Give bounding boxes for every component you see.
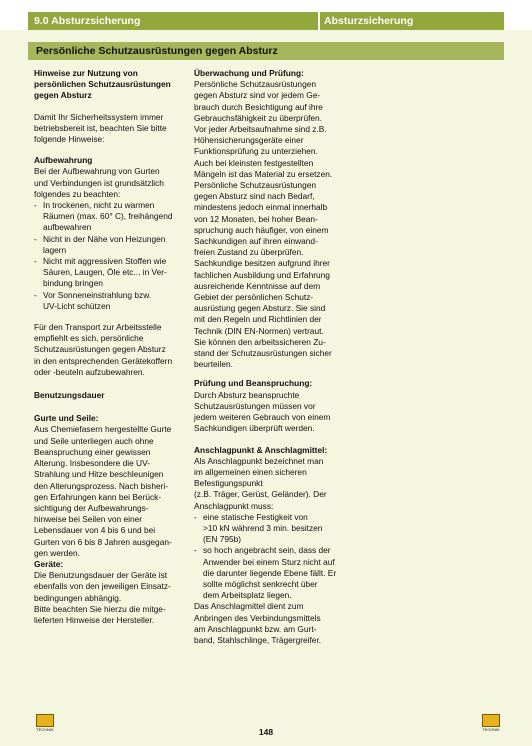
storage-bullet	[34, 234, 176, 256]
column-left	[34, 68, 176, 626]
belts-ropes-text: Strahlung und Hitze beschleunigen	[34, 469, 164, 480]
heading-devices: Geräte:	[34, 558, 64, 569]
heading-storage: Aufbewahrung	[34, 155, 93, 166]
bullet-dash-icon: -	[34, 200, 37, 211]
bullet-line: die darunter liegende Ebene fällt. Er	[203, 567, 337, 578]
storage-text: Bei der Aufbewahrung von Gurten	[34, 166, 160, 177]
bullet-line: Säuren, Laugen, Öle etc... in Ver-	[43, 267, 167, 278]
spacer	[34, 102, 176, 112]
storage-bullet	[34, 256, 176, 290]
bullet-dash-icon: -	[34, 233, 37, 244]
inspection-text: beurteilen.	[194, 359, 233, 370]
bullet-line: sollte möglichst senkrecht über	[203, 578, 318, 589]
bullet-line: eine statische Festigkeit von	[203, 511, 308, 522]
bullet-line: bindung bringen	[43, 278, 103, 289]
bullet-line: Räumen (max. 60° C), freihängend	[43, 211, 173, 222]
heading-belts-ropes: Gurte und Seile:	[34, 413, 99, 424]
spacer	[34, 312, 176, 322]
bullet-text	[43, 290, 176, 312]
page-title: Persönliche Schutzausrüstungen gegen Absturz	[28, 42, 504, 60]
inspection-text: ausrüstung gegen Absturz. Sie sind	[194, 303, 326, 314]
anchor-point-text: (z.B. Träger, Gerüst, Geländer). Der	[194, 489, 327, 500]
bullet-dash-icon: -	[34, 289, 37, 300]
section-header: 9.0 Absturzsicherung	[28, 12, 318, 30]
bullet-line: Vor Sonneneinstrahlung bzw.	[43, 289, 152, 300]
logo-mark-icon	[36, 714, 54, 727]
transport-text: in den entsprechenden Gerätekoffern	[34, 355, 173, 366]
anchor-point-text: Befestigungspunkt	[194, 478, 263, 489]
anchor-device-text: Anbringen des Verbindungsmittels	[194, 612, 321, 623]
heading-anchor-point: Anschlagpunkt & Anschlagmittel:	[194, 444, 328, 455]
bullet-line: >10 kN während 3 min. besitzen	[203, 522, 323, 533]
belts-ropes-text: Aus Chemiefasern hergestellte Gurte	[34, 424, 172, 435]
belts-ropes-text: sichtigung der Aufbewahrungs-	[34, 502, 149, 513]
anchor-point-bullet	[194, 512, 344, 546]
testing-load-text: jedem weiteren Gebrauch von einem	[194, 412, 331, 423]
anchor-point-text: Anschlagpunkt muss:	[194, 500, 274, 511]
bullet-text	[43, 234, 176, 256]
transport-text: empfiehlt es sich, persönliche	[34, 333, 144, 344]
storage-text: und Verbindungen ist grundsätzlich	[34, 177, 164, 188]
inspection-text: Auch bei kleinsten festgestellten	[194, 157, 314, 168]
heading-usage-notes: persönlichen Schutzausrüstungen	[34, 79, 171, 90]
inspection-text: Mängeln ist das Material zu ersetzen.	[194, 168, 333, 179]
logo-mark-icon	[482, 714, 500, 727]
inspection-text: Gebiet der persönlichen Schutz-	[194, 292, 314, 303]
storage-bullet	[34, 200, 176, 234]
bullet-text	[203, 545, 344, 601]
heading-inspection: Überwachung und Prüfung:	[194, 68, 304, 78]
devices-text: Die Benutzungsdauer der Geräte ist	[34, 570, 168, 581]
inspection-text: brauch durch Besichtigung auf ihre	[194, 101, 323, 112]
inspection-text: stand der Schutzausrüstungen sicher	[194, 348, 332, 359]
devices-text: Bitte beachten Sie hierzu die mitge-	[34, 603, 166, 614]
bullet-line: dem Arbeitsplatz liegen.	[203, 590, 292, 601]
bullet-line: lagern	[43, 244, 67, 255]
heading-testing-load: Prüfung und Beanspruchung:	[194, 378, 313, 389]
bullet-line: (EN 795b)	[203, 534, 242, 545]
inspection-text: Vor jeder Arbeitsaufnahme sind z.B.	[194, 124, 327, 135]
anchor-point-text: im allgemeinen einen sicheren	[194, 466, 307, 477]
bullet-line: In trockenen, nicht zu warmen	[43, 200, 155, 211]
belts-ropes-text: den Alterungsprozess. Nach bisheri-	[34, 480, 169, 491]
belts-ropes-text: Beanspruchung einer gewissen	[34, 446, 151, 457]
belts-ropes-text: Alterung. Insbesondere die UV-	[34, 458, 150, 469]
inspection-text: fachlichen Ausbildung und Erfahrung	[194, 269, 330, 280]
bullet-dash-icon: -	[34, 256, 37, 267]
bullet-dash-icon: -	[194, 545, 197, 556]
inspection-text: freien Zustand zu überprüfen.	[194, 247, 304, 258]
inspection-text: Sie können den arbeitssicheren Zu-	[194, 336, 326, 347]
bullet-text	[43, 200, 176, 234]
anchor-point-bullet	[194, 545, 344, 601]
bullet-dash-icon: -	[194, 511, 197, 522]
testing-load-text: Schutzausrüstungen müssen vor	[194, 400, 316, 411]
bullet-line: so hoch angebracht sein, dass der	[203, 545, 331, 556]
inspection-text: Funktionsprüfung zu unterziehen.	[194, 146, 318, 157]
inspection-text: gegen Absturz sind vor jedem Ge-	[194, 90, 321, 101]
belts-ropes-text: gen Erfahrungen kann bei Berück-	[34, 491, 162, 502]
chapter-header: Absturzsicherung	[320, 12, 504, 30]
spacer	[34, 145, 176, 155]
bullet-line: aufbewahren	[43, 222, 92, 233]
storage-bullet	[34, 290, 176, 312]
logo-text: TECHNIK	[482, 727, 500, 732]
column-middle	[194, 68, 344, 646]
belts-ropes-text: Gurten von 6 bis 8 Jahren ausgegan-	[34, 536, 172, 547]
devices-text: ebenfalls von den jeweiligen Einsatz-	[34, 581, 171, 592]
anchor-device-text: band, Stahlschlinge, Trägergreifer.	[194, 634, 322, 645]
bullet-line: Anwender bei einem Sturz nicht auf	[203, 556, 335, 567]
spacer	[34, 401, 176, 413]
spacer	[34, 378, 176, 390]
storage-text: folgendes zu beachten:	[34, 188, 121, 199]
belts-ropes-text: und Seile unterliegen auch ohne	[34, 435, 154, 446]
devices-text: bedingungen abhängig.	[34, 592, 122, 603]
inspection-text: Persönliche Schutzausrüstungen	[194, 180, 316, 191]
heading-service-life: Benutzungsdauer	[34, 390, 105, 401]
intro-text: folgende Hinweise:	[34, 134, 105, 145]
spacer	[194, 370, 344, 378]
intro-text: betriebsbereit ist, beachten Sie bitte	[34, 122, 167, 133]
bullet-line: Nicht in der Nähe von Heizungen	[43, 233, 166, 244]
page-number: 148	[258, 727, 274, 737]
belts-ropes-text: gen werden.	[34, 547, 80, 558]
logo-text: TECHNIK	[36, 727, 54, 732]
heading-usage-notes: Hinweise zur Nutzung von	[34, 68, 138, 78]
testing-load-text: Sachkundigen überprüft werden.	[194, 423, 315, 434]
anchor-device-text: am Anschlagpunkt bzw. am Gurt-	[194, 623, 317, 634]
transport-text: Schutzausrüstungen gegen Absturz	[34, 344, 166, 355]
inspection-text: ausreichende Kenntnisse auf dem	[194, 280, 321, 291]
testing-load-text: Durch Absturz beanspruchte	[194, 389, 300, 400]
bullet-text	[203, 512, 344, 546]
spacer	[194, 435, 344, 445]
inspection-text: Höhensicherungsgeräte einer	[194, 135, 304, 146]
inspection-text: Sachkundigen auf ihren einwand-	[194, 236, 318, 247]
anchor-device-text: Das Anschlagmittel dient zum	[194, 601, 304, 612]
intro-text: Damit Ihr Sicherheitssystem immer	[34, 111, 164, 122]
belts-ropes-text: Lebensdauer von 4 bis 6 und bei	[34, 525, 156, 536]
heading-usage-notes: gegen Absturz	[34, 90, 92, 101]
inspection-text: mit den Regeln und Richtlinien der	[194, 314, 322, 325]
belts-ropes-text: hinweise bei Seilen von einer	[34, 514, 143, 525]
bullet-text	[43, 256, 176, 290]
anchor-point-text: Als Anschlagpunkt bezeichnet man	[194, 455, 324, 466]
bullet-line: Nicht mit aggressiven Stoffen wie	[43, 256, 167, 267]
bullet-line: UV-Licht schützen	[43, 300, 111, 311]
inspection-text: von 12 Monaten, bei hoher Bean-	[194, 213, 318, 224]
devices-text: lieferten Hinweise der Hersteller.	[34, 614, 155, 625]
inspection-text: Technik (DIN EN-Normen) vertraut.	[194, 325, 324, 336]
inspection-text: Persönliche Schutzausrüstungen	[194, 79, 316, 90]
transport-text: Für den Transport zur Arbeitsstelle	[34, 322, 162, 333]
inspection-text: spruchung auch häufiger, von einem	[194, 224, 329, 235]
inspection-text: gegen Absturz sind nach Bedarf,	[194, 191, 315, 202]
inspection-text: Gebrauchsfähigkeit zu überprüfen.	[194, 112, 323, 123]
inspection-text: Sachkundige besitzen aufgrund ihrer	[194, 258, 330, 269]
transport-text: oder -beuteln aufzubewahren.	[34, 366, 145, 377]
inspection-text: mindestens jedoch einmal innerhalb	[194, 202, 328, 213]
